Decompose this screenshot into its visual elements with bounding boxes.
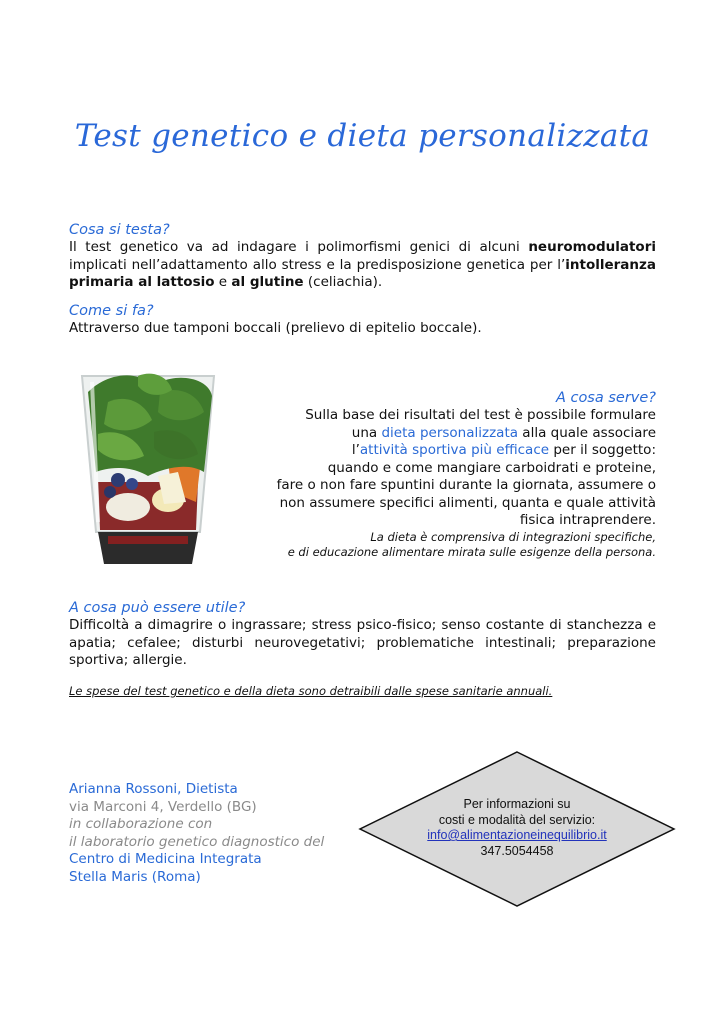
contact-collab-1: in collaborazione con	[69, 816, 213, 832]
section-come-si-fa	[69, 302, 656, 338]
text-part: e	[214, 274, 232, 290]
line-4: quando e come mangiare carboidrati e proteine,	[327, 459, 656, 476]
info-line-1: Per informazioni su	[463, 797, 571, 811]
line-7: fisica intraprendere.	[519, 512, 656, 528]
text-part: l’	[351, 442, 360, 458]
bold-neuromodulatori: neuromodulatori	[528, 239, 656, 255]
heading-come-si-fa: Come si fa?	[69, 303, 154, 319]
bold-intolleranza: intolleranza primaria al lattosio	[69, 256, 656, 290]
contact-center-1: Centro di Medicina Integrata	[69, 851, 262, 867]
line-5: fare o non fare spuntini durante la giornata, assumere o	[276, 477, 656, 493]
info-box	[358, 797, 676, 859]
heading-a-cosa-serve: A cosa serve?	[555, 390, 656, 406]
bold-glutine: al glutine	[231, 274, 304, 290]
text-part: alla quale associare	[518, 424, 656, 441]
contact-name: Arianna Rossoni, Dietista	[69, 781, 238, 797]
line-6: non assumere specifici alimenti, quanta e quale attività	[279, 494, 656, 511]
line-1: Sulla base dei risultati del test è possibile formulare	[305, 407, 656, 423]
highlight-attivita: attività sportiva più efficace	[359, 442, 550, 458]
line-3	[69, 442, 656, 460]
paragraph-cosa-si-testa	[69, 239, 656, 292]
highlight-dieta: dieta personalizzata	[381, 424, 519, 441]
page-title: Test genetico e dieta personalizzata	[74, 118, 651, 154]
paragraph-come-si-fa: Attraverso due tamponi boccali (prelievo di epitelio boccale).	[69, 320, 482, 336]
contact-block	[69, 781, 324, 886]
section-a-cosa-utile	[69, 599, 656, 670]
info-email-link[interactable]: info@alimentazioneinequilibrio.it	[427, 828, 607, 842]
contact-center-2: Stella Maris (Roma)	[69, 868, 201, 885]
note-line-2: e di educazione alimentare mirata sulle esigenze della persona.	[287, 544, 656, 559]
heading-a-cosa-utile: A cosa può essere utile?	[69, 600, 246, 616]
note-line-1: La dieta è comprensiva di integrazioni specifiche,	[370, 529, 656, 544]
section-cosa-si-testa	[69, 221, 656, 292]
text-part: per il soggetto:	[549, 442, 656, 458]
text-part: Il test genetico va ad indagare i polimorfismi genici di alcuni	[69, 239, 529, 255]
info-line-2: costi e modalità del servizio:	[438, 812, 596, 827]
contact-collab-2: il laboratorio genetico diagnostico del	[69, 833, 325, 850]
section-a-cosa-serve	[69, 389, 656, 560]
text-part: (celiachia).	[303, 274, 383, 290]
line-2	[69, 425, 656, 443]
info-phone: 347.5054458	[480, 843, 554, 858]
contact-address: via Marconi 4, Verdello (BG)	[69, 798, 257, 815]
tax-deduction-note: Le spese del test genetico e della dieta sono detraibili dalle spese sanitarie annuali.	[69, 684, 553, 698]
text-part: una	[351, 424, 382, 441]
heading-cosa-si-testa: Cosa si testa?	[69, 222, 170, 238]
paragraph-a-cosa-utile: Difficoltà a dimagrire o ingrassare; stress psico-fisico; senso costante di stanchezza e apatia; cefalee; disturbi neurovegetativi; problematiche intestinali; preparazione sportiva; allergie.	[69, 617, 656, 668]
text-part: implicati nell’adattamento allo stress e la predisposizione genetica per l’	[69, 256, 566, 273]
